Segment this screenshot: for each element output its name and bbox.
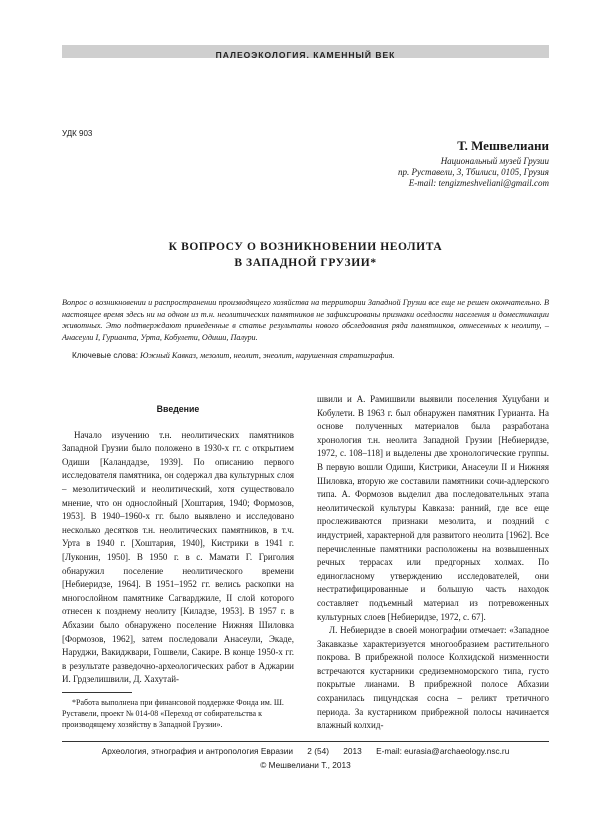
article-title bbox=[62, 239, 549, 271]
author-address: пр. Руставели, 3, Тбилиси, 0105, Грузия bbox=[398, 167, 549, 177]
copyright: © Мешвелиани Т., 2013 bbox=[260, 760, 351, 770]
author-block bbox=[398, 138, 549, 189]
keywords bbox=[72, 350, 549, 361]
paragraph: Л. Небиеридзе в своей монографии отмечает: «Западное Закавказье характеризуется многообразием растительного покрова. В прибрежной полосе Колхидской низменности встречаются кустарники средиземноморского типа, густо покрытые лианами. В прибрежной полосе Абхазии сохранилась пицундская сосна – реликт третичного периода. За кустарником прибрежной полосы начинается влажный колхид- bbox=[317, 625, 549, 731]
abstract: Вопрос о возникновении и распространении производящего хозяйства на территории Западной Грузии все еще не решен окончательно. В настоящее время здесь ни на одном из т.н. неолитических памятников не зафиксированы признаки оседлости населения и доместикации животных. Это подтверждают приведенные в статье результаты нового обследования ряда памятников, отнесенных к неолиту, – Анасеули I, Гурианта, Урта, Кобулети, Одиши, Палури. bbox=[62, 298, 549, 342]
author-email[interactable]: E-mail: tengizmeshveliani@gmail.com bbox=[408, 178, 549, 188]
title-line-2: В ЗАПАДНОЙ ГРУЗИИ* bbox=[234, 257, 377, 269]
author-name: Т. Мешвелиани bbox=[457, 138, 549, 153]
body-column-left bbox=[62, 395, 294, 687]
footnote-divider bbox=[62, 692, 132, 693]
keywords-text: Южный Кавказ, мезолит, неолит, энеолит, нарушенная стратиграфия. bbox=[140, 351, 395, 360]
journal-issue: 2 (54) bbox=[307, 746, 329, 756]
title-line-1: К ВОПРОСУ О ВОЗНИКНОВЕНИИ НЕОЛИТА bbox=[168, 241, 443, 253]
paragraph: Начало изучению т.н. неолитических памятников Западной Грузии было положено в 1930-х гг. с открытием Одиши [Каландадзе, 1939]. По описанию первого исследователя памятника, он содержал два культурных слоя – мезолитический и неолитический, хотя существовало мнение, что он однослойный [Хоштария, 1940; Формозов, 1953]. В 1940–1960-х гг. было выявлено и исследовано несколько десятков т.н. неолитических памятников, в т.ч. Урта в 1940 г. [Хоштария, 1940], Кистрики в 1941 г. [Луконин, 1950]. В 1950 г. в с. Мамати Г. Григолия обнаружил поселение неолитического времени [Небиеридзе, 1964]. В 1951–1952 гг. велись раскопки на многослойном памятнике Сагварджиле, II слой которого отнесен к позднему неолиту [Киладзе, 1953]. В 1957 г. в Абхазии было обнаружено поселение Нижняя Шиловка [Формозов, 1962], затем последовали Анасеули, Экаде, Наруджи, Вакиджвари, Гошвели, Сакире. В конце 1950-х гг. в результате разведочно-археологических работ в Аджарии И. Грдзелишвили, Д. Хахутай- bbox=[62, 429, 294, 685]
footnote: *Работа выполнена при финансовой поддержке Фонда им. Ш. Руставели, проект № 014-08 «Переход от собирательства к производящему хозяйству в Западной Грузии». bbox=[62, 698, 284, 729]
journal-email[interactable]: E-mail: eurasia@archaeology.nsc.ru bbox=[376, 746, 510, 756]
journal-name: Археология, этнография и антропология Евразии bbox=[101, 746, 293, 756]
paragraph: швили и А. Рамишвили выявили поселения Хуцубани и Кобулети. В 1963 г. был обнаружен памятник Гурианта. На основе полученных материалов была разработана хронология т.н. неолита Западной Грузии [Небиеридзе, 1972, с. 108–118] и выделены две хронологические группы. В первую вошли Одиши, Кистрики, Анасеули II и Нижняя Шиловка, вторую же составили памятники сочи-адлерского типа. А. Формозов выделил два последовательных этапа неолитической культуры Кавказа: ранний, где все еще прослеживаются признаки мезолита, и поздний с индустрией, характерной для развитого неолита [1962]. Все перечисленные памятники расположены на возвышенных речных террасах или предгорных холмах. По единогласному утверждению исследователей, они нестратифицированные и большую часть находок составляет подъемный материал из потревоженных культурных слоев [Небиеридзе, 1972, с. 67]. bbox=[317, 394, 549, 622]
running-header bbox=[62, 45, 549, 58]
keywords-label: Ключевые слова: bbox=[72, 351, 138, 360]
section-title: ПАЛЕОЭКОЛОГИЯ. КАМЕННЫЙ ВЕК bbox=[215, 50, 396, 60]
journal-line bbox=[62, 746, 549, 756]
footer-divider bbox=[62, 741, 549, 742]
journal-year: 2013 bbox=[343, 746, 362, 756]
body-column-right bbox=[317, 393, 549, 733]
author-affiliation: Национальный музей Грузии bbox=[440, 156, 549, 166]
udk-code: УДК 903 bbox=[62, 129, 93, 138]
section-heading-intro: Введение bbox=[156, 404, 200, 414]
